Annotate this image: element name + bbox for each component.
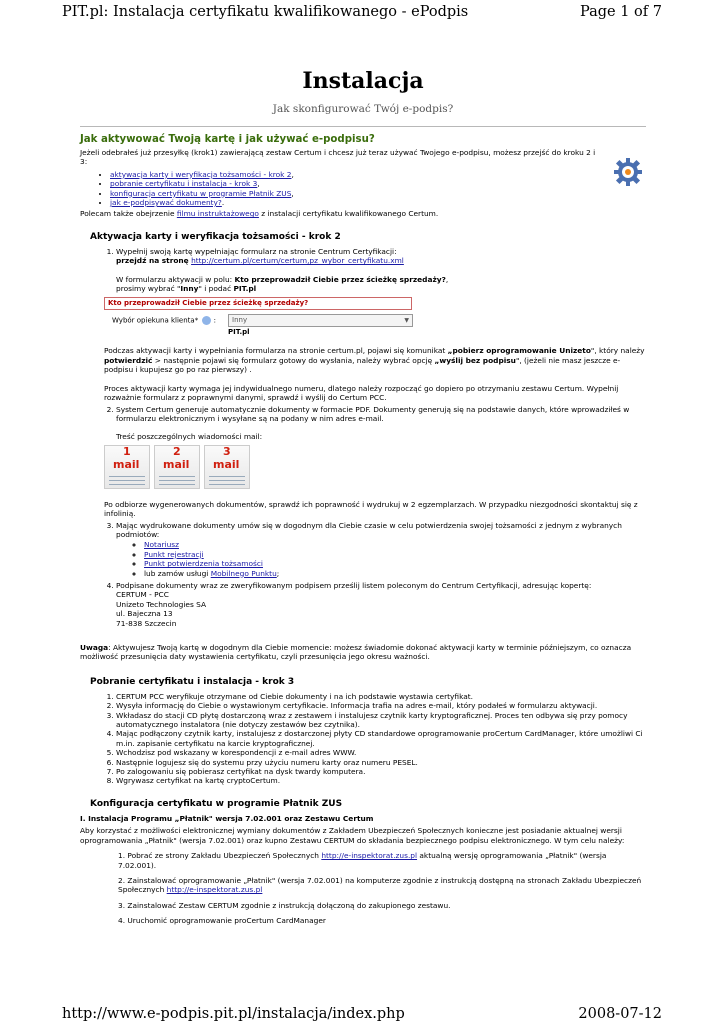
platnik-subheading: I. Instalacja Programu „Płatnik" wersja 7.02.001 oraz Zestawu Certum (80, 813, 374, 823)
film-link[interactable]: filmu instruktażowego (176, 209, 259, 219)
zus-link-1[interactable]: http://e-inspektorat.zus.pl (321, 851, 418, 861)
form-value: PIT.pl (228, 328, 250, 337)
link-mobilny-punkt[interactable]: Mobilnego Punktu (210, 568, 277, 578)
platnik-text: Aby korzystać z możliwości elektronicznej wymiany dokumentów z Zakładem Ubezpieczeń Społecznych konieczne jest posiadanie aktualnej wersji oprogramowania „Płatnik" (wersja 7.02.001) oraz kupno Zestawu CERTUM do składania bezpiecznego podpisu elektronicznego. W tym celu należy: (80, 826, 625, 845)
list-item (144, 559, 646, 568)
list-item: 7. Po zalogowaniu się pobierasz certyfikat na dysk twardy komputera. (116, 767, 646, 776)
intro-heading: Jak aktywować Twoją kartę i jak używać e-podpisu? (80, 134, 375, 145)
link-punkt-potwierdzenia[interactable]: Punkt potwierdzenia tożsamości (144, 559, 263, 569)
header-title: PIT.pl: Instalacja certyfikatu kwalifikowanego - ePodpis (62, 4, 469, 20)
list-item: 6. Następnie logujesz się do systemu przy użyciu numeru karty oraz numeru PESEL. (116, 758, 646, 767)
list-item: 2. Wysyła informację do Ciebie o wystawionym certyfikacie. Informacja trafia na adres e-mail, który podałeś w formularzu aktywacji. (116, 701, 646, 710)
process-note: Proces aktywacji karty wymaga jej indywidualnego numeru, dlatego należy rozpocząć go dopiero po otrzymaniu zestawu Certum. Wypełnij rozważnie formularz z poprawnymi danymi, sprawdź i wyślij do Certum PCC. (104, 383, 619, 403)
list-item: • jak e-podpisywać dokumenty?. (110, 198, 646, 207)
list-item: • aktywacja karty i weryfikacja tożsamości - krok 2, (110, 170, 646, 179)
list-item: 3. Zainstalować Zestaw CERTUM zgodnie z instrukcją dołączoną do zakupionego zestawu. (118, 900, 451, 910)
link-notariusz[interactable]: Notariusz (144, 540, 179, 550)
list-item: 4. Uruchomić oprogramowanie proCertum CardManager (118, 916, 326, 926)
film-text: Polecam także obejrzenie filmu instruktażowego z instalacji certyfikatu kwalifikowanego Certum. (80, 209, 439, 219)
list-item: 2. System Certum generuje automatycznie dokumenty w formacie PDF. Dokumenty generują się na podstawie danych, które wprowadziłeś w formularzu elektronicznym i wysyłane są na podany w nim adres e-mail. Treść poszczególnych wiadomości mail: (116, 405, 646, 442)
dropdown-arrow-icon: ▼ (404, 317, 409, 325)
verification-options (116, 540, 646, 578)
link-platnik[interactable]: konfiguracja certyfikatu w programie Płatnik ZUS (110, 188, 292, 198)
list-item: 1. Pobrać ze strony Zakładu Ubezpieczeń Społecznych http://e-inspektorat.zus.pl aktualną wersję oprogramowania „Płatnik" (wersja 7.02.001). (118, 851, 607, 870)
divider (80, 126, 646, 127)
link-step3[interactable]: pobranie certyfikatu i instalacja - krok 3 (110, 179, 258, 189)
list-item: 4. Podpisane dokumenty wraz ze zweryfikowanym podpisem prześlij listem poleconym do Centrum Certyfikacji, adresując kopertę: CERTUM - PCC Unizeto Technologies SA ul. Bajeczna 13 71-838 Szczecin (116, 581, 646, 628)
list-item: 4. Mając podłączony czytnik karty, instalujesz z dostarczonej płyty CD standardowe oprogramowanie proCertum CardManager, które umożliwi Ci m.in. zapisanie certyfikatu na karcie kryptograficznej. (116, 729, 646, 748)
list-item (144, 540, 646, 549)
platnik-heading: Konfiguracja certyfikatu w programie Płatnik ZUS (90, 798, 343, 809)
page-header (62, 4, 662, 26)
list-item (144, 550, 646, 559)
link-step2[interactable]: aktywacja karty i weryfikacja tożsamości - krok 2 (110, 169, 292, 179)
list-item: 3. Mając wydrukowane dokumenty umów się w dogodnym dla Ciebie czasie w celu potwierdzenia swojej tożsamości z jednym z wybranych podmiotów: ◦ Notariusz ◦ Punkt rejestracji ◦ Punkt potwierdzenia tożsamości ◦ lub zamów usługi Mobilnego Punktu; (116, 521, 646, 578)
list-item: 3. Wkładasz do stacji CD płytę dostarczoną wraz z zestawem i instalujesz czytnik karty kryptograficznej. Proces ten odbywa się przy pomocy automatycznego instalatora (nie dotyczy zestawów bez czytnika). (116, 711, 646, 730)
list-item: • konfiguracja certyfikatu w programie Płatnik ZUS, (110, 189, 646, 198)
opiekun-select[interactable]: Inny ▼ (228, 314, 413, 327)
zus-link-2[interactable]: http://e-inspektorat.zus.pl (166, 885, 263, 895)
platnik-steps (80, 851, 646, 925)
footer-url: http://www.e-podpis.pit.pl/instalacja/index.php (62, 1006, 405, 1022)
link-sign-docs[interactable]: jak e-podpisywać dokumenty? (110, 198, 222, 208)
step2-list (80, 247, 646, 294)
form-screenshot: Kto przeprowadził Ciebie przez ścieżkę sprzedaży? Wybór opiekuna klienta* : Inny ▼ PIT.pl (104, 297, 420, 337)
list-item: 1. CERTUM PCC weryfikuje otrzymane od Ciebie dokumenty i na ich podstawie wystawia certyfikat. (116, 692, 646, 701)
footer-date: 2008-07-12 (578, 1006, 662, 1022)
page-subtitle: Jak skonfigurować Twój e-podpis? (272, 103, 454, 115)
mail-2-icon[interactable]: 2 mail (154, 445, 200, 489)
list-item: 8. Wgrywasz certyfikat na kartę cryptoCertum. (116, 776, 646, 785)
list-item: • pobranie certyfikatu i instalacja - krok 3, (110, 179, 646, 188)
list-item: 1. Wypełnij swoją kartę wypełniając formularz na stronie Centrum Certyfikacji: przejdź na stronę http://certum.pl/certum/certum,pz_wybor_certyfikatu.xml W formularzu aktywacji w polu: Kto przeprowadził Ciebie przez ścieżkę sprzedaży?, prosimy wybrać "Inny" i podać PIT.pl (116, 247, 646, 294)
mail-1-icon[interactable]: 1 mail (104, 445, 150, 489)
gear-icon (614, 158, 642, 186)
intro-links (80, 170, 646, 208)
list-item: 5. Wchodzisz pod wskazany w korespondencji z e-mail adres WWW. (116, 748, 646, 757)
note: Uwaga: Aktywujesz Twoją kartę w dogodnym dla Ciebie momencie: możesz świadomie dokonać aktywacji karty w terminie późniejszym, co oznacza możliwość przesunięcia daty wystawienia certyfikatu, czyli przesunięcia jego okresu ważności. (80, 643, 632, 662)
list-item: 2. Zainstalować oprogramowanie „Płatnik" (wersja 7.02.001) na komputerze zgodnie z instrukcją dostępną na stronach Zakładu Ubezpieczeń Społecznych http://e-inspektorat.zus.pl (118, 875, 642, 895)
form-label: Wybór opiekuna klienta* (112, 316, 199, 325)
step3-list (80, 692, 646, 786)
list-item: ◦ lub zamów usługi Mobilnego Punktu; (144, 569, 646, 578)
document-body: Instalacja Jak skonfigurować Twój e-podpis? Jak aktywować Twoją kartę i jak używać e-podpisu? Jeżeli odebrałeś już przesyłkę (krok1) zawierającą zestaw Certum i chcesz już teraz używać Twojego e-podpisu, możesz przejść do kroku 2 i 3: • aktywacja karty i weryfikacja tożsamości - krok 2, • pobranie certyfikatu i instalacja - krok 3, • konfiguracja certyfikatu w programie Płatnik ZUS, • jak e-podpisywać dokumenty?. Polecam także obejrzenie filmu instruktażowego z instalacji certyfikatu kwalifikowanego Certum. Aktywacja karty i weryfikacja tożsamości - krok 2 1. Wypełnij swoją kartę wypełniając formularz na stronie Centrum Certyfikacji: przejdź na stronę http://certum.pl/certum/certum,pz_wybor_certyfikatu.xml W formularzu aktywacji w polu: Kto przeprowadził Ciebie przez ścieżkę sprzedaży?, prosimy wybrać "Inny" i podać PIT.pl Kto przeprowadził Ciebie przez ścieżkę sprzedaży? Wybór opiekuna klienta* : Inny ▼ PIT.pl Podczas aktywacji karty i wypełniania formularza na stronie certum.pl, pojawi się komunikat „pobierz oprogramowanie Unizeto", który należy potwierdzić > następnie pojawi się formularz gotowy do wysłania, należy wybrać opcję „wyślij bez podpisu", (jeżeli nie masz jeszcze e-podpisu i kupujesz go po raz pierwszy) . Proces aktywacji karty wymaga jej indywidualnego numeru, dlatego należy rozpocząć go dopiero po otrzymaniu zestawu Certum. Wypełnij rozważnie formularz z poprawnymi danymi, sprawdź i wyślij do Certum PCC. 2. System Certum generuje automatycznie dokumenty w formacie PDF. Dokumenty generują się na podstawie danych, które wprowadziłeś w formularzu elektronicznym i wysyłane są na podany w nim adres e-mail. Treść poszczególnych wiadomości mail: 1 mail 2 mail 3 mail Po odbiorze wygenerowanych dokumentów, sprawdź ich poprawność i wydrukuj w 2 egzemplarzach. W przypadku niezgodności skontaktuj się z infolinią. 3. Mając wydrukowane dokumenty umów się w dogodnym dla Ciebie czasie w celu potwierdzenia swojej tożsamości z jednym z wybranych podmiotów: ◦ Notariusz ◦ Punkt rejestracji ◦ Punkt potwierdzenia tożsamości ◦ lub zamów usługi Mobilnego Punktu; 4. Podpisane dokumenty wraz ze zweryfikowanym podpisem prześlij listem poleconym do Centrum Certyfikacji, adresując kopertę: CERTUM - PCC Unizeto Technologies SA ul. Bajeczna 13 71-838 Szczecin Uwaga: Aktywujesz Twoją kartę w dogodnym dla Ciebie momencie: możesz świadomie dokonać aktywacji karty w terminie późniejszym, co oznacza możliwość przesunięcia daty wystawienia certyfikatu, czyli przesunięcia jego okresu ważności. Pobranie certyfikatu i instalacja - krok 3 1. CERTUM PCC weryfikuje otrzymane od Ciebie dokumenty i na ich podstawie wystawia certyfikat. 2. Wysyła informację do Ciebie o wystawionym certyfikacie. Informacja trafia na adres e-mail, który podałeś w formularzu aktywacji. 3. Wkładasz do stacji CD płytę dostarczoną wraz z zestawem i instalujesz czytnik karty kryptograficznej. Proces ten odbywa się przy pomocy automatycznego instalatora (nie dotyczy zestawów bez czytnika). 4. Mając podłączony czytnik karty, instalujesz z dostarczonej płyty CD standardowe oprogramowanie proCertum CardManager, które umożliwi Ci m.in. zapisanie certyfikatu na karcie kryptograficznej. 5. Wchodzisz pod wskazany w korespondencji z e-mail adres WWW. 6. Następnie logujesz się do systemu przy użyciu numeru karty oraz numeru PESEL. 7. Po zalogowaniu się pobierasz certyfikat na dysk twardy komputera. 8. Wgrywasz certyfikat na kartę cryptoCertum. Konfiguracja certyfikatu w programie Płatnik ZUS I. Instalacja Programu „Płatnik" wersja 7.02.001 oraz Zestawu Certum Aby korzystać z możliwości elektronicznej wymiany dokumentów z Zakładem Ubezpieczeń Społecznych konieczne jest posiadanie aktualnej wersji oprogramowania „Płatnik" (wersja 7.02.001) oraz kupno Zestawu CERTUM do składania bezpiecznego podpisu elektronicznego. W tym celu należy: 1. Pobrać ze strony Zakładu Ubezpieczeń Społecznych http://e-inspektorat.zus.pl aktualną wersję oprogramowania „Płatnik" (wersja 7.02.001). 2. Zainstalować oprogramowanie „Płatnik" (wersja 7.02.001) na komputerze zgodnie z instrukcją dostępną na stronach Zakładu Ubezpieczeń Społecznych http://e-inspektorat.zus.pl 3. Zainstalować Zestaw CERTUM zgodnie z instrukcją dołączoną do zakupionego zestawu. 4. Uruchomić oprogramowanie proCertum CardManager (80, 62, 646, 932)
mail-3-icon[interactable]: 3 mail (204, 445, 250, 489)
step3-heading: Pobranie certyfikatu i instalacja - krok 3 (90, 676, 295, 687)
page-footer (62, 1006, 662, 1026)
page-title: Instalacja (302, 68, 424, 94)
form-header: Kto przeprowadził Ciebie przez ścieżkę sprzedaży? (104, 297, 412, 310)
activation-note: Podczas aktywacji karty i wypełniania formularza na stronie certum.pl, pojawi się komunikat „pobierz oprogramowanie Unizeto", który należy potwierdzić > następnie pojawi się formularz gotowy do wysłania, należy wybrać opcję „wyślij bez podpisu", (jeżeli nie masz jeszcze e-podpisu i kupujesz go po raz pierwszy) . (104, 346, 645, 375)
intro-text: Jeżeli odebrałeś już przesyłkę (krok1) zawierającą zestaw Certum i chcesz już teraz używać Twojego e-podpisu, możesz przejść do kroku 2 i 3: (80, 148, 596, 167)
mail-icons (104, 445, 646, 491)
header-page-number: Page 1 of 7 (580, 4, 662, 20)
step2-heading: Aktywacja karty i weryfikacja tożsamości - krok 2 (90, 231, 341, 242)
link-punkt-rejestracji[interactable]: Punkt rejestracji (144, 549, 204, 559)
certum-url-link[interactable]: http://certum.pl/certum/certum,pz_wybor_certyfikatu.xml (191, 256, 404, 266)
smiley-icon (202, 316, 211, 325)
